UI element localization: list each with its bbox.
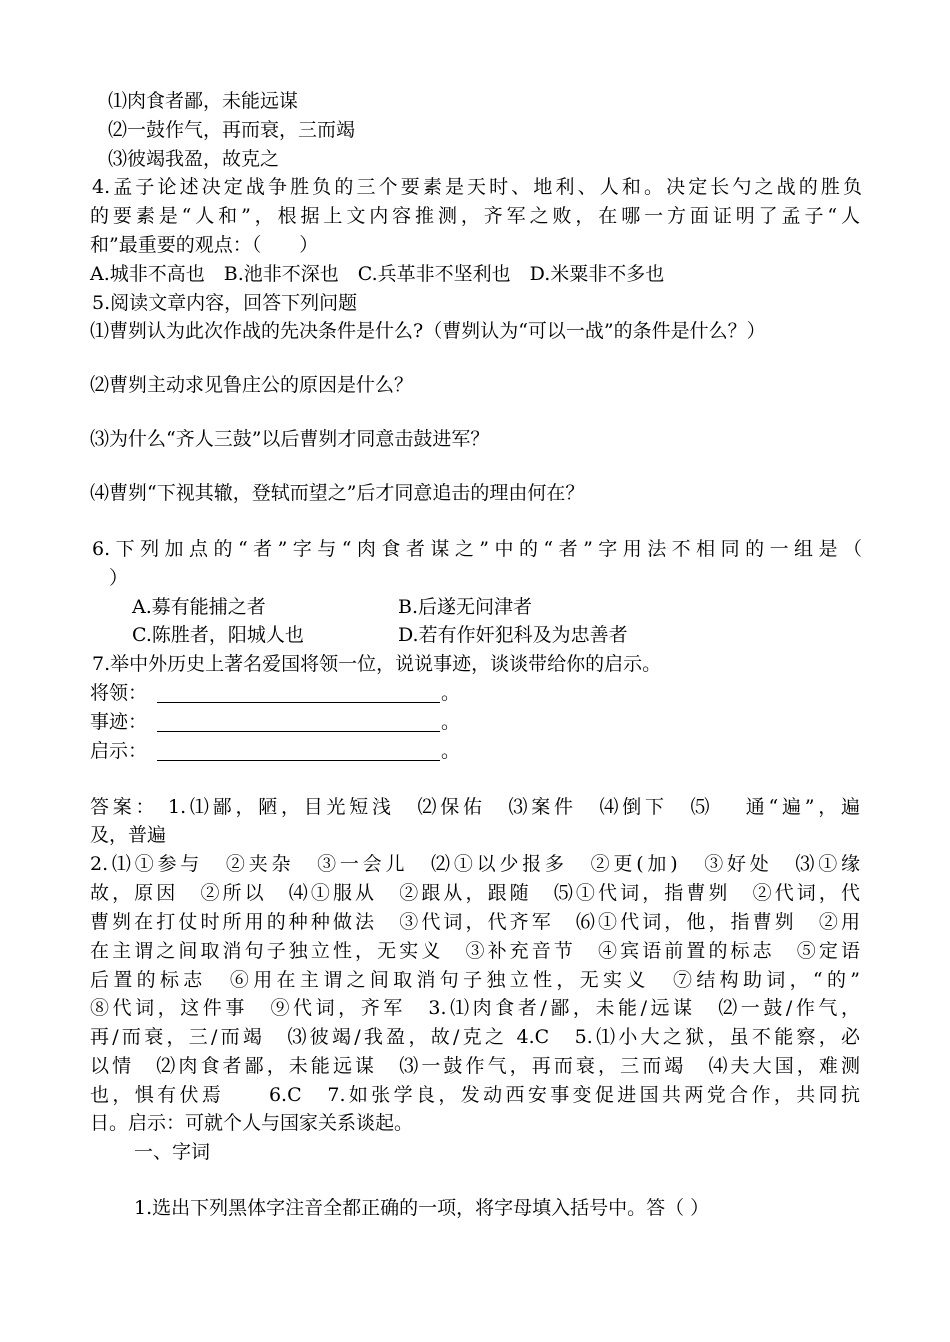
answers-line-2: 及，普遍 [90,824,167,846]
answers-line-11: 也，惧有伏焉 6.C 7.如张学良，发动西安事变促进国共两党合作，共同抗 [90,1084,860,1106]
field-end-mark: 。 [441,740,461,762]
next-question: 1.选出下列黑体字注音全都正确的一项，将字母填入括号中。答（ ） [134,1197,710,1219]
answers-line-1: 答案： 1.⑴鄙，陋，目光短浅 ⑵保佑 ⑶案件 ⑷倒下 ⑸ 通“遍”，遍 [90,796,860,818]
q5-item-1: ⑴曹刿认为此次作战的先决条件是什么?（曹刿认为“可以一战”的条件是什么？） [90,320,766,342]
q6-option-a: A.募有能捕之者 [132,596,266,618]
field-end-mark: 。 [441,682,461,704]
q4-options: A.城非不高也 B.池非不深也 C.兵革非不坚利也 D.米粟非不多也 [90,263,665,285]
q5-item-2: ⑵曹刿主动求见鲁庄公的原因是什么？ [90,374,414,396]
q7-stem: 7.举中外历史上著名爱国将领一位，说说事迹，谈谈带给你的启示。 [92,653,662,675]
q6-stem-line-2: ） [90,567,129,589]
answers-line-12: 日。启示：可就个人与国家关系谈起。 [90,1112,414,1134]
answers-line-10: 以情 ⑵肉食者鄙，未能远谋 ⑶一鼓作气，再而衰，三而竭 ⑷夫大国，难测 [90,1055,860,1077]
q5-item-3: ⑶为什么“齐人三鼓”以后曹刿才同意击鼓进军？ [90,428,490,450]
answers-line-5: 曹刿在打仗时所用的种种做法 ③代词，代齐军 ⑹①代词，他，指曹刿 ②用 [90,911,860,933]
answer-blank[interactable] [157,738,440,761]
answers-line-4: 故，原因 ②所以 ⑷①服从 ②跟从，跟随 ⑸①代词，指曹刿 ②代词，代 [90,882,860,904]
q3-item-2: ⑵一鼓作气，再而衰，三而竭 [108,119,356,141]
answers-line-9: 再/而衰，三/而竭 ⑶彼竭/我盈，故/克之 4.C 5.⑴小大之狱，虽不能察，必 [90,1026,860,1048]
answers-line-7: 后置的标志 ⑥用在主谓之间取消句子独立性，无实义 ⑦结构助词，“的” [90,969,860,991]
field-label: 启示： [90,740,148,762]
q5-item-4: ⑷曹刿“下视其辙，登轼而望之”后才同意追击的理由何在？ [90,482,585,504]
q4-stem-line-1: 4.孟子论述决定战争胜负的三个要素是天时、地利、人和。决定长勺之战的胜负 [92,176,862,198]
answer-blank[interactable] [157,709,440,732]
q6-option-c: C.陈胜者，阳城人也 [132,624,304,646]
q3-item-3: ⑶彼竭我盈，故克之 [108,148,280,170]
q4-stem-line-2: 的要素是“人和”，根据上文内容推测，齐军之败，在哪一方面证明了孟子“人 [90,205,860,227]
q5-stem: 5.阅读文章内容，回答下列问题 [92,292,358,314]
section-heading: 一、字词 [134,1141,211,1163]
q6-option-b: B.后遂无问津者 [398,596,533,618]
q6-stem-line-1: 6.下列加点的“者”字与“肉食者谋之”中的“者”字用法不相同的一组是（ [92,538,862,560]
field-end-mark: 。 [441,711,461,733]
q3-item-1: ⑴肉食者鄙，未能远谋 [108,90,299,112]
answers-line-3: 2.⑴①参与 ②夹杂 ③一会儿 ⑵①以少报多 ②更(加) ③好处 ⑶①缘 [90,853,860,875]
q4-stem-line-3: 和”最重要的观点：（ ） [90,234,319,256]
answer-blank[interactable] [157,680,440,703]
field-label: 将领： [90,682,148,704]
field-label: 事迹： [90,711,148,733]
answers-line-8: ⑧代词，这件事 ⑨代词，齐军 3.⑴肉食者/鄙，未能/远谋 ⑵一鼓/作气， [90,997,860,1019]
answers-line-6: 在主谓之间取消句子独立性，无实义 ③补充音节 ④宾语前置的标志 ⑤定语 [90,940,860,962]
q6-option-d: D.若有作奸犯科及为忠善者 [398,624,628,646]
